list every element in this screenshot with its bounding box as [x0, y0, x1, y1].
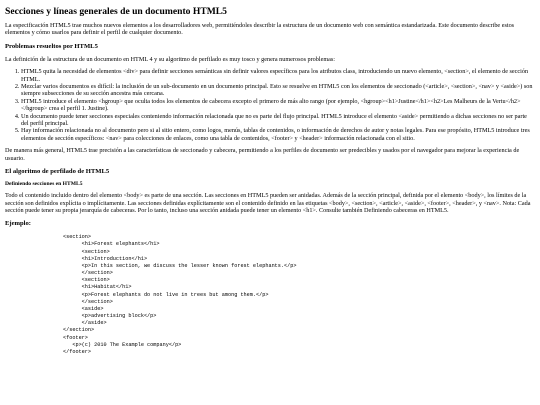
problems-list [5, 68, 534, 142]
problems-heading: Problemas resueltos por HTML5 [5, 42, 98, 50]
page-title: Secciones y líneas generales de un documento HTML5 [5, 6, 227, 17]
list-item: 2. Mezclar varios documentos es difícil: la inclusión de un sub-documento en un documento principal. Esto se resuelve en HTML5 con los elementos de seccionado (<article>, <section>, <nav> y <aside>) son siempre subsecciones de su sección ancestra más cercana. [21, 83, 534, 98]
list-item: 5. Hay información relacionada no al documento pero si al sitio entero, como logos, menús, tablas de contenidos, o información de derechos de autor y notas legales. Para ese propósito, HTML5 introduce tres elementos de sección específicos: <nav> para colecciones de enlaces, como una tabla de contenidos, <footer> y <header> información relacionada con el sitio. [21, 127, 534, 142]
list-item: 1. HTML5 quita la necesidad de elementos <div> para definir secciones semánticas sin definir valores específicos para los atributos class, introduciendo un nuevo elemento, <section>, el elemento de sección HTML. [21, 68, 534, 83]
sections-paragraph: Todo el contenido incluido dentro del elemento <body> es parte de una sección. Las secciones en HTML5 pueden ser anidadas. Además de la sección principal, definida por el elemento <body>, los límites de la sección son definidos explícita o implícitamente. Las secciones definidas explícitamente son el contenido definido en las etiquetas <body>, <section>, <article>, <aside>, <footer>, <header>, y <nav>. Nota: Cada sección puede tener su propia jerarquía de cabeceras. Por lo tanto, incluso una sección anidada puede tener un elemento <h1>. Consulte también Definiendo cabeceras en HTML5. [5, 192, 531, 214]
algorithm-heading: El algoritmo de perfilado de HTML5 [5, 168, 110, 176]
list-item: 3. HTML5 introduce el elemento <hgroup> que oculta todos los elementos de cabecera excepto el primero de más alto rango (por ejemplo, <hgroup><h1>Justine</h1><h2>Les Malheurs de la Vertu</h2></hgroup> crea el perfil 1. Justine). [21, 98, 534, 113]
list-item: 4. Un documento puede tener secciones especiales conteniendo información relacionada que no es parte del flujo principal. HTML5 introduce el elemento <aside> permitiendo a dichas secciones no ser parte del perfil principal. [21, 113, 534, 128]
sections-heading: Definiendo secciones en HTML5 [5, 181, 83, 188]
example-heading: Ejemplo: [5, 220, 32, 228]
summary-paragraph: De manera más general, HTML5 trae precisión a las características de seccionado y cabecera, permitiendo a los perfiles de documento ser predecibles y usados por el navegador para mejorar la experiencia de usuario. [5, 147, 520, 162]
code-example: <section> <h1>Forest elephants</h1> <section> <h1>Introduction</h1> <p>In this section, we discuss the lesser known forest elephants.</p> </section> <section> <h1>Habitat</h1> <p>Forest elephants do not live in trees but among them.</p> </section> <aside> <p>advertising block</p> </aside> </section> <footer> <p>(c) 2010 The Example company</p> </footer> [63, 234, 297, 355]
problems-intro: La definición de la estructura de un documento en HTML 4 y su algoritmo de perfilado es muy tosco y genera numerosos problemas: [5, 55, 336, 63]
intro-paragraph: La especificación HTML5 trae muchos nuevos elementos a los desarrolladores web, permitiéndoles describir la estructura de un documento web con semántica estandarizada. Este documento describe estos elementos y cómo usarlos para definir el perfil de cualquier documento. [5, 22, 515, 37]
